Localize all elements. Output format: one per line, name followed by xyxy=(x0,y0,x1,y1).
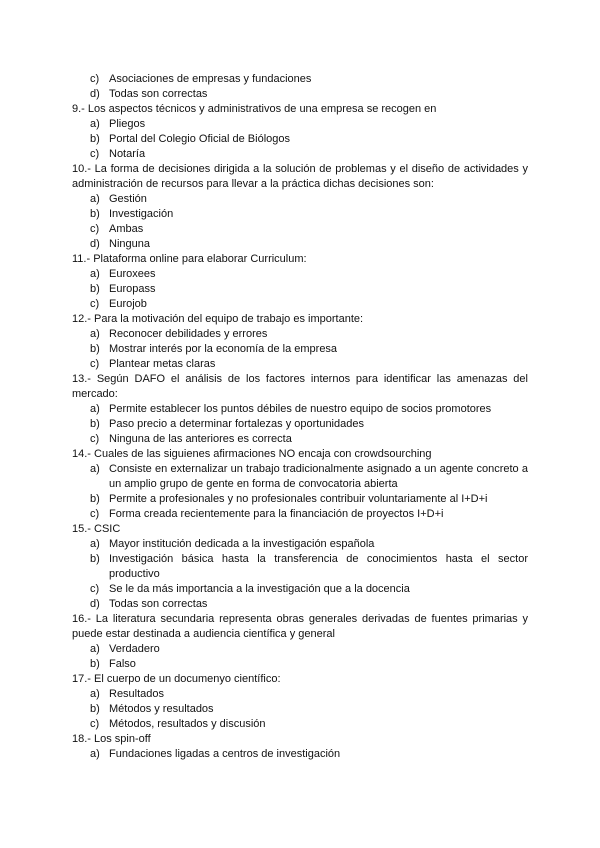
option-text: Paso precio a determinar fortalezas y oportunidades xyxy=(109,418,364,430)
option-letter: b) xyxy=(90,133,100,145)
option-text: Mayor institución dedicada a la investigación española xyxy=(109,538,375,550)
option-text: Todas son correctas xyxy=(109,88,208,100)
option-letter: b) xyxy=(90,208,100,220)
option xyxy=(72,687,528,702)
option xyxy=(72,492,528,507)
option xyxy=(72,702,528,717)
option-letter: c) xyxy=(90,298,100,310)
option-letter: b) xyxy=(90,703,100,715)
option-text: Investigación xyxy=(109,208,174,220)
option-text: Plantear metas claras xyxy=(109,358,216,370)
option xyxy=(72,147,528,162)
option-letter: c) xyxy=(90,433,100,445)
option xyxy=(72,717,528,732)
option xyxy=(72,417,528,432)
option xyxy=(72,267,528,282)
option-text: Asociaciones de empresas y fundaciones xyxy=(109,73,312,85)
option-text: Métodos, resultados y discusión xyxy=(109,718,266,730)
question-16 xyxy=(72,612,528,672)
option-text: Notaría xyxy=(109,148,146,160)
option-letter: a) xyxy=(90,268,100,280)
option-letter: b) xyxy=(90,493,100,505)
option-text: Reconocer debilidades y errores xyxy=(109,328,268,340)
option-text: Fundaciones ligadas a centros de investigación xyxy=(109,748,341,760)
option-letter: c) xyxy=(90,718,100,730)
option-letter: a) xyxy=(90,403,100,415)
question-17 xyxy=(72,672,528,732)
option xyxy=(72,402,528,417)
question-11 xyxy=(72,252,528,312)
option-text: Gestión xyxy=(109,193,147,205)
option-text: Todas son correctas xyxy=(109,598,208,610)
option-text: Euroxees xyxy=(109,268,156,280)
option-letter: a) xyxy=(90,538,100,550)
option-letter: b) xyxy=(90,658,100,670)
option xyxy=(72,507,528,522)
option xyxy=(72,207,528,222)
option-letter: c) xyxy=(90,358,100,370)
option-text: Métodos y resultados xyxy=(109,703,214,715)
option xyxy=(72,552,528,582)
option-text: Resultados xyxy=(109,688,165,700)
option xyxy=(72,117,528,132)
option-text: Consiste en externalizar un trabajo tradicionalmente asignado a un agente concreto a un amplio grupo de gente en forma de convocatoria abierta xyxy=(109,463,528,490)
question-text: 10.- La forma de decisiones dirigida a la solución de problemas y el diseño de actividades y administración de recursos para llevar a la práctica dichas decisiones son: xyxy=(72,163,528,190)
option xyxy=(72,132,528,147)
option-text: Permite establecer los puntos débiles de nuestro equipo de socios promotores xyxy=(109,403,492,415)
question-18 xyxy=(72,732,528,762)
option xyxy=(72,642,528,657)
option xyxy=(72,597,528,612)
option xyxy=(72,357,528,372)
option-text: Verdadero xyxy=(109,643,160,655)
option xyxy=(72,297,528,312)
question-text: 15.- CSIC xyxy=(72,523,121,535)
question-text: 9.- Los aspectos técnicos y administrativos de una empresa se recogen en xyxy=(72,103,437,115)
question-text: 14.- Cuales de las siguienes afirmaciones NO encaja con crowdsourching xyxy=(72,448,432,460)
question-text: 16.- La literatura secundaria representa obras generales derivadas de fuentes primarias y puede estar destinada a audiencia científica y general xyxy=(72,613,528,640)
option-letter: c) xyxy=(90,508,100,520)
option-letter: c) xyxy=(90,73,100,85)
option xyxy=(72,342,528,357)
question-14 xyxy=(72,447,528,522)
option-letter: a) xyxy=(90,193,100,205)
option xyxy=(72,432,528,447)
option xyxy=(72,192,528,207)
option xyxy=(72,747,528,762)
option-text: Eurojob xyxy=(109,298,147,310)
question-9 xyxy=(72,102,528,162)
option-letter: a) xyxy=(90,748,100,760)
question-text: 17.- El cuerpo de un documenyo científico: xyxy=(72,673,281,685)
option-text: Ambas xyxy=(109,223,144,235)
option xyxy=(72,237,528,252)
question-12 xyxy=(72,312,528,372)
question-10 xyxy=(72,162,528,252)
option-letter: c) xyxy=(90,583,100,595)
option-letter: d) xyxy=(90,88,100,100)
option-text: Investigación básica hasta la transferencia de conocimientos hasta el sector productivo xyxy=(109,553,528,580)
option-text: Europass xyxy=(109,283,156,295)
option-text: Ninguna xyxy=(109,238,150,250)
option xyxy=(72,537,528,552)
option-letter: b) xyxy=(90,343,100,355)
question-text: 11.- Plataforma online para elaborar Curriculum: xyxy=(72,253,307,265)
option-letter: b) xyxy=(90,418,100,430)
option-text: Se le da más importancia a la investigación que a la docencia xyxy=(109,583,410,595)
option-letter: d) xyxy=(90,238,100,250)
option-letter: b) xyxy=(90,283,100,295)
question-15 xyxy=(72,522,528,612)
option-letter: a) xyxy=(90,688,100,700)
option xyxy=(72,87,528,102)
option-letter: a) xyxy=(90,118,100,130)
option xyxy=(72,222,528,237)
option xyxy=(72,282,528,297)
option-letter: c) xyxy=(90,148,100,160)
option-letter: c) xyxy=(90,223,100,235)
option-letter: a) xyxy=(90,463,100,475)
option-text: Permite a profesionales y no profesionales contribuir voluntariamente al I+D+i xyxy=(109,493,488,505)
option xyxy=(72,462,528,492)
option-letter: a) xyxy=(90,643,100,655)
option xyxy=(72,657,528,672)
carryover-options xyxy=(72,72,528,102)
option-text: Mostrar interés por la economía de la empresa xyxy=(109,343,338,355)
question-text: 18.- Los spin-off xyxy=(72,733,151,745)
option xyxy=(72,327,528,342)
option xyxy=(72,582,528,597)
question-list xyxy=(72,72,528,762)
option-letter: a) xyxy=(90,328,100,340)
question-13 xyxy=(72,372,528,447)
option-text: Pliegos xyxy=(109,118,146,130)
option-letter: b) xyxy=(90,553,100,565)
option xyxy=(72,72,528,87)
option-text: Portal del Colegio Oficial de Biólogos xyxy=(109,133,290,145)
option-letter: d) xyxy=(90,598,100,610)
option-text: Forma creada recientemente para la financiación de proyectos I+D+i xyxy=(109,508,444,520)
option-text: Ninguna de las anteriores es correcta xyxy=(109,433,292,445)
question-text: 12.- Para la motivación del equipo de trabajo es importante: xyxy=(72,313,364,325)
question-text: 13.- Según DAFO el análisis de los factores internos para identificar las amenazas del mercado: xyxy=(72,373,528,400)
option-text: Falso xyxy=(109,658,136,670)
